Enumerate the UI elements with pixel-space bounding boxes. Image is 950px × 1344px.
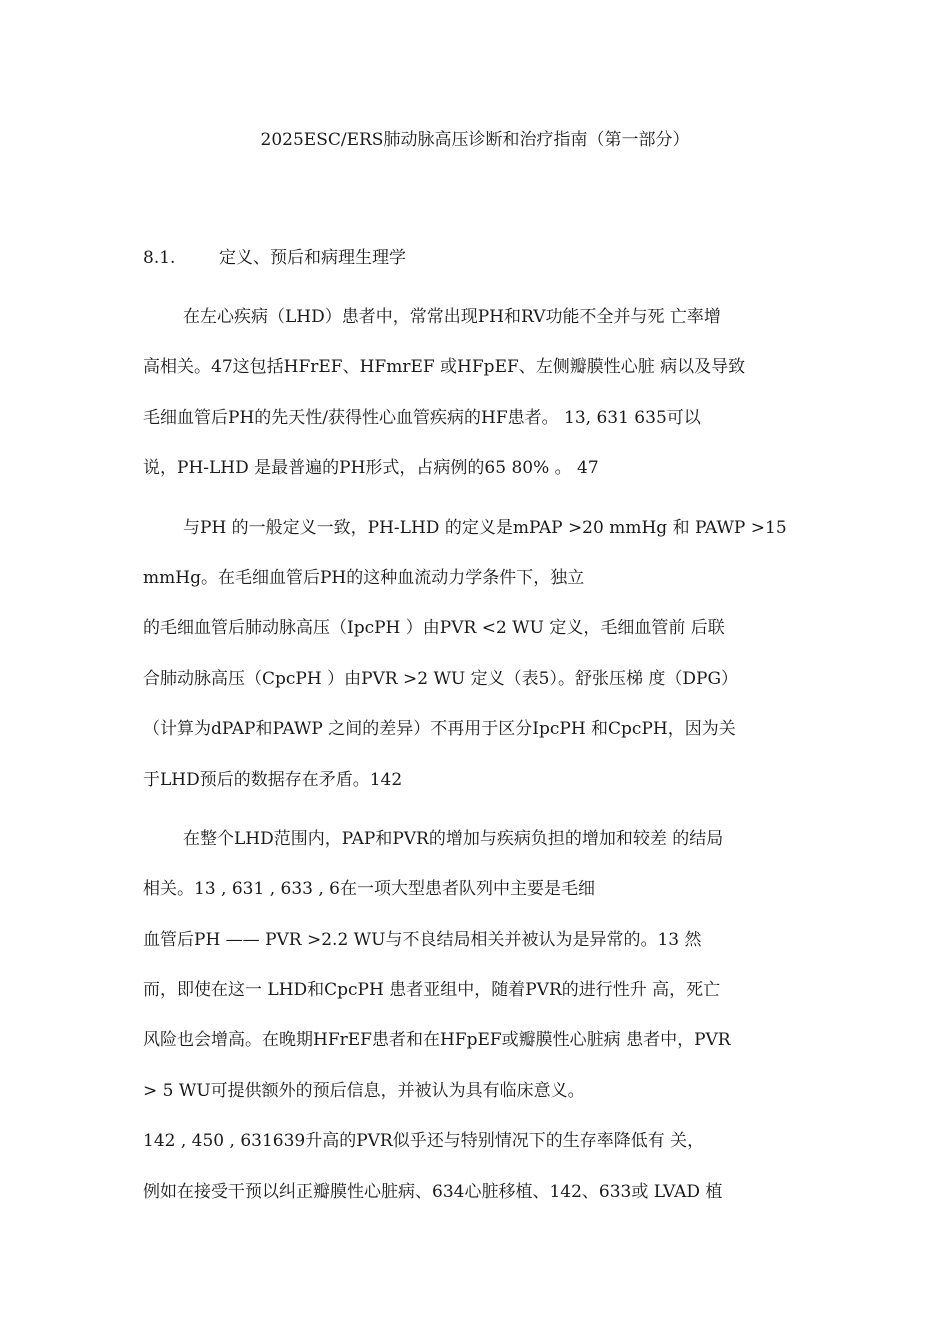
text-line: 说，PH-LHD 是最普遍的PH形式，占病例的65 80% 。 47 [143, 458, 599, 479]
section-title: 定义、预后和病理生理学 [219, 248, 406, 268]
text-line: 而，即使在这一 LHD和CpcPH 患者亚组中，随着PVR的进行性升 高，死亡 [143, 980, 721, 1001]
text-line: mmHg。在毛细血管后PH的这种血流动力学条件下，独立 [143, 567, 585, 588]
text-line: 毛细血管后PH的先天性/获得性心血管疾病的HF患者。 13, 631 635可以 [143, 407, 701, 428]
text-line: 于LHD预后的数据存在矛盾。142 [143, 769, 403, 790]
text-line: 相关。13 , 631 , 633 , 6在一项大型患者队列中主要是毛细 [143, 879, 595, 900]
text-line: 高相关。47这包括HFrEF、HFmrEF 或HFpEF、左侧瓣膜性心脏 病以及导致 [143, 357, 746, 378]
text-line: 例如在接受干预以纠正瓣膜性心脏病、634心脏移植、142、633或 LVAD 植 [143, 1181, 723, 1202]
text-line: 在整个LHD范围内，PAP和PVR的增加与疾病负担的增加和较差 的结局 [183, 828, 724, 849]
text-line: 的毛细血管后肺动脉高压（IpcPH ）由PVR <2 WU 定义，毛细血管前 后联 [143, 618, 725, 639]
text-line: 在左心疾病（LHD）患者中，常常出现PH和RV功能不全并与死 亡率增 [183, 307, 721, 327]
text-line: > 5 WU可提供额外的预后信息，并被认为具有临床意义。 [143, 1080, 585, 1101]
text-line: 血管后PH —— PVR >2.2 WU与不良结局相关并被认为是异常的。13 然 [143, 929, 702, 950]
text-line: 风险也会增高。在晚期HFrEF患者和在HFpEF或瓣膜性心脏病 患者中，PVR [143, 1030, 731, 1051]
text-line: 142 , 450 , 631639升高的PVR似乎还与特别情况下的生存率降低有 关， [143, 1131, 705, 1152]
text-line: （计算为dPAP和PAWP 之间的差异）不再用于区分IpcPH 和CpcPH，因为关 [143, 719, 736, 740]
document-title: 2025ESC/ERS肺动脉高压诊断和治疗指南（第一部分） [260, 130, 690, 150]
section-heading [143, 246, 406, 270]
section-number: 8.1. [143, 248, 176, 268]
text-line: 合肺动脉高压（CpcPH ）由PVR >2 WU 定义（表5）。舒张压梯 度（DPG） [143, 668, 739, 689]
body-text [143, 305, 823, 1230]
text-line: 与PH 的一般定义一致，PH-LHD 的定义是mPAP >20 mmHg 和 PAWP >15 [183, 517, 787, 538]
